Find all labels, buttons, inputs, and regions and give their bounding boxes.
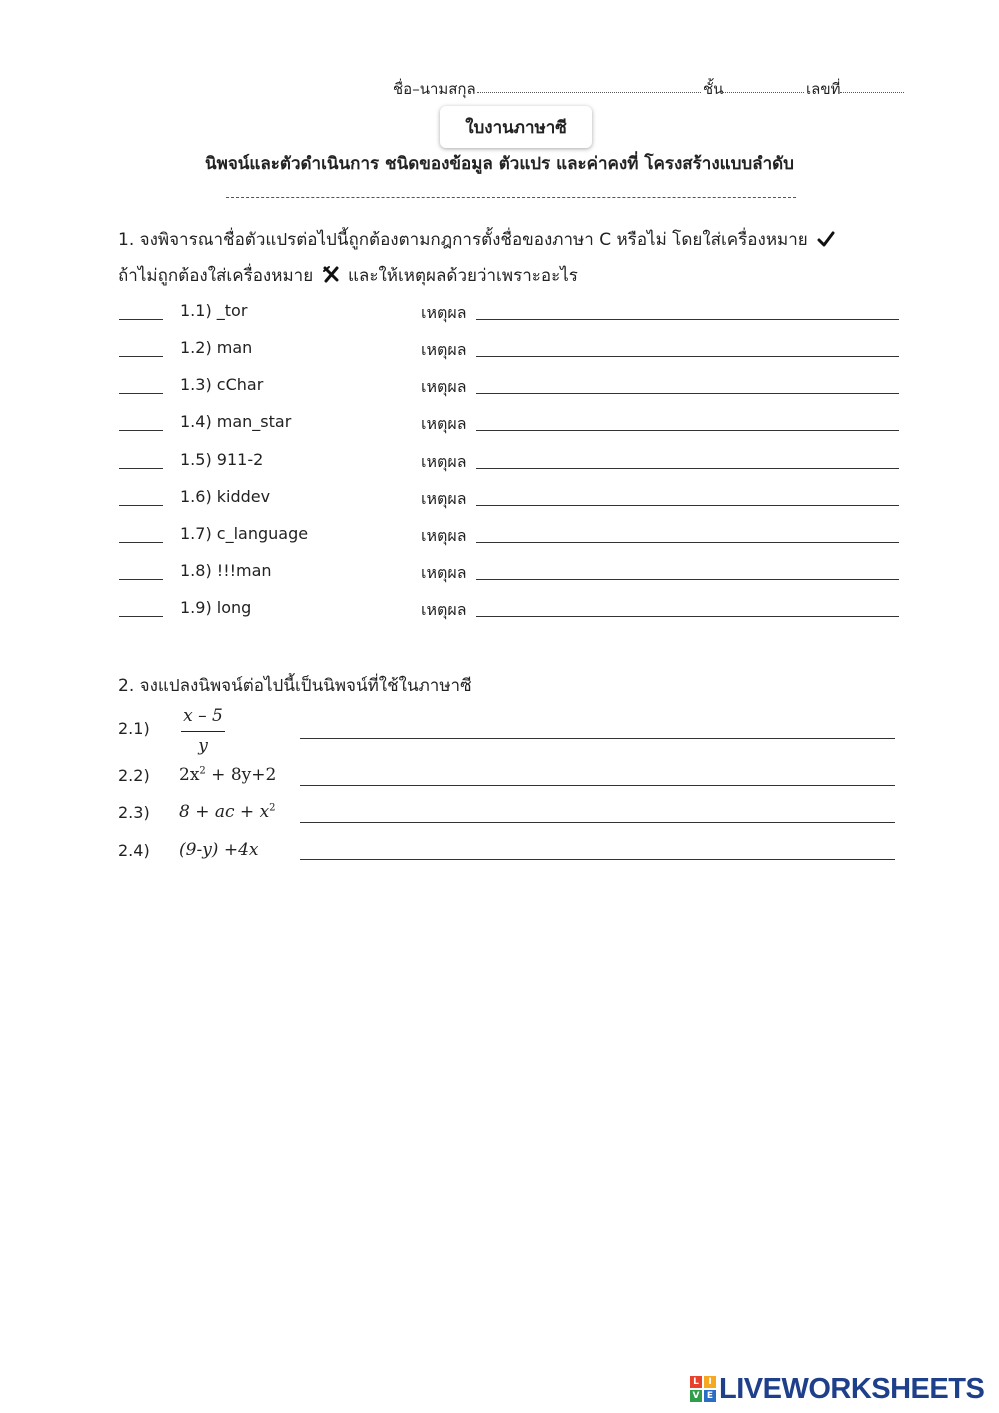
fraction-denominator: y [198,736,208,756]
question1-row [0,450,999,474]
divider [226,197,796,198]
reason-answer-line[interactable] [476,468,899,469]
reason-answer-line[interactable] [476,616,899,617]
identifier-item: 1.9) long [180,598,252,617]
worksheet-title: ใบงานภาษาซี [440,106,592,148]
identifier-item: 1.2) man [180,338,253,357]
fraction-numerator: x – 5 [183,706,223,726]
reason-answer-line[interactable] [476,319,899,320]
question1-line1 [118,226,835,253]
name-field[interactable] [477,92,701,93]
reason-answer-line[interactable] [476,542,899,543]
answer-line[interactable] [300,738,895,739]
answer-line[interactable] [300,822,895,823]
mark-blank[interactable] [119,468,163,469]
reason-label: เหตุผล [421,526,467,545]
reason-answer-line[interactable] [476,356,899,357]
expression [179,765,276,785]
mark-blank[interactable] [119,393,163,394]
mark-blank[interactable] [119,579,163,580]
number-field[interactable] [840,92,904,93]
reason-label: เหตุผล [421,377,467,396]
question2-number: 2.1) [118,719,150,738]
logo-mark-icon [690,1376,716,1402]
mark-blank[interactable] [119,616,163,617]
check-mark-icon [817,231,835,247]
question1-line2 [118,262,578,289]
mark-blank[interactable] [119,430,163,431]
question1-row [0,561,999,585]
reason-answer-line[interactable] [476,430,899,431]
question1-row [0,524,999,548]
logo-letter: V [690,1390,702,1402]
expression [179,802,276,822]
reason-label: เหตุผล [421,340,467,359]
identifier-item: 1.4) man_star [180,412,292,431]
answer-line[interactable] [300,785,895,786]
worksheet-subtitle: นิพจน์และตัวดำเนินการ ชนิดของข้อมูล ตัวแปร และค่าคงที่ โครงสร้างแบบลำดับ [205,154,794,174]
answer-line[interactable] [300,859,895,860]
liveworksheets-logo [690,1372,984,1406]
reason-answer-line[interactable] [476,579,899,580]
reason-answer-line[interactable] [476,393,899,394]
identifier-item: 1.6) kiddev [180,487,271,506]
question2-number: 2.3) [118,803,150,822]
question1-row [0,487,999,511]
question1-row [0,598,999,622]
logo-letter: L [690,1376,702,1388]
identifier-item: 1.5) 911-2 [180,450,264,469]
expression-part: 8 + ac + x [179,802,270,822]
reason-label: เหตุผล [421,303,467,322]
reason-label: เหตุผล [421,452,467,471]
reason-label: เหตุผล [421,489,467,508]
cross-mark-icon [322,265,340,283]
number-label: เลขที่ [806,80,841,98]
reason-label: เหตุผล [421,414,467,433]
question2-number: 2.4) [118,841,150,860]
question1-text-2a: ถ้าไม่ถูกต้องใส่เครื่องหมาย [118,266,314,286]
class-field[interactable] [722,92,804,93]
question1-text: 1. จงพิจารณาชื่อตัวแปรต่อไปนี้ถูกต้องตามกฎการตั้งชื่อของภาษา C หรือไม่ โดยใส่เครื่องหมาย [118,230,808,250]
mark-blank[interactable] [119,505,163,506]
expression-part: + 8y+2 [205,765,277,785]
mark-blank[interactable] [119,542,163,543]
identifier-item: 1.1) _tor [180,301,248,320]
expression-part: 2x [179,765,200,785]
fraction-bar [181,731,225,732]
logo-letter: I [704,1376,716,1388]
identifier-item: 1.3) cChar [180,375,264,394]
expression: (9-y) +4x [179,840,259,860]
logo-text: LIVEWORKSHEETS [719,1372,985,1405]
exponent: 2 [199,765,206,777]
question1-text-2b: และให้เหตุผลด้วยว่าเพราะอะไร [347,266,578,286]
question1-row [0,301,999,325]
class-label: ชั้น [703,80,724,98]
reason-answer-line[interactable] [476,505,899,506]
identifier-item: 1.8) !!!man [180,561,272,580]
exponent: 2 [269,802,276,814]
question2-heading: 2. จงแปลงนิพจน์ต่อไปนี้เป็นนิพจน์ที่ใช้ในภาษาซี [118,676,472,696]
reason-label: เหตุผล [421,600,467,619]
question1-row [0,375,999,399]
question2-number: 2.2) [118,766,150,785]
logo-letter: E [704,1390,716,1402]
mark-blank[interactable] [119,356,163,357]
identifier-item: 1.7) c_language [180,524,309,543]
question1-row [0,412,999,436]
mark-blank[interactable] [119,319,163,320]
name-label: ชื่อ–นามสกุล [393,80,476,98]
question1-row [0,338,999,362]
reason-label: เหตุผล [421,563,467,582]
